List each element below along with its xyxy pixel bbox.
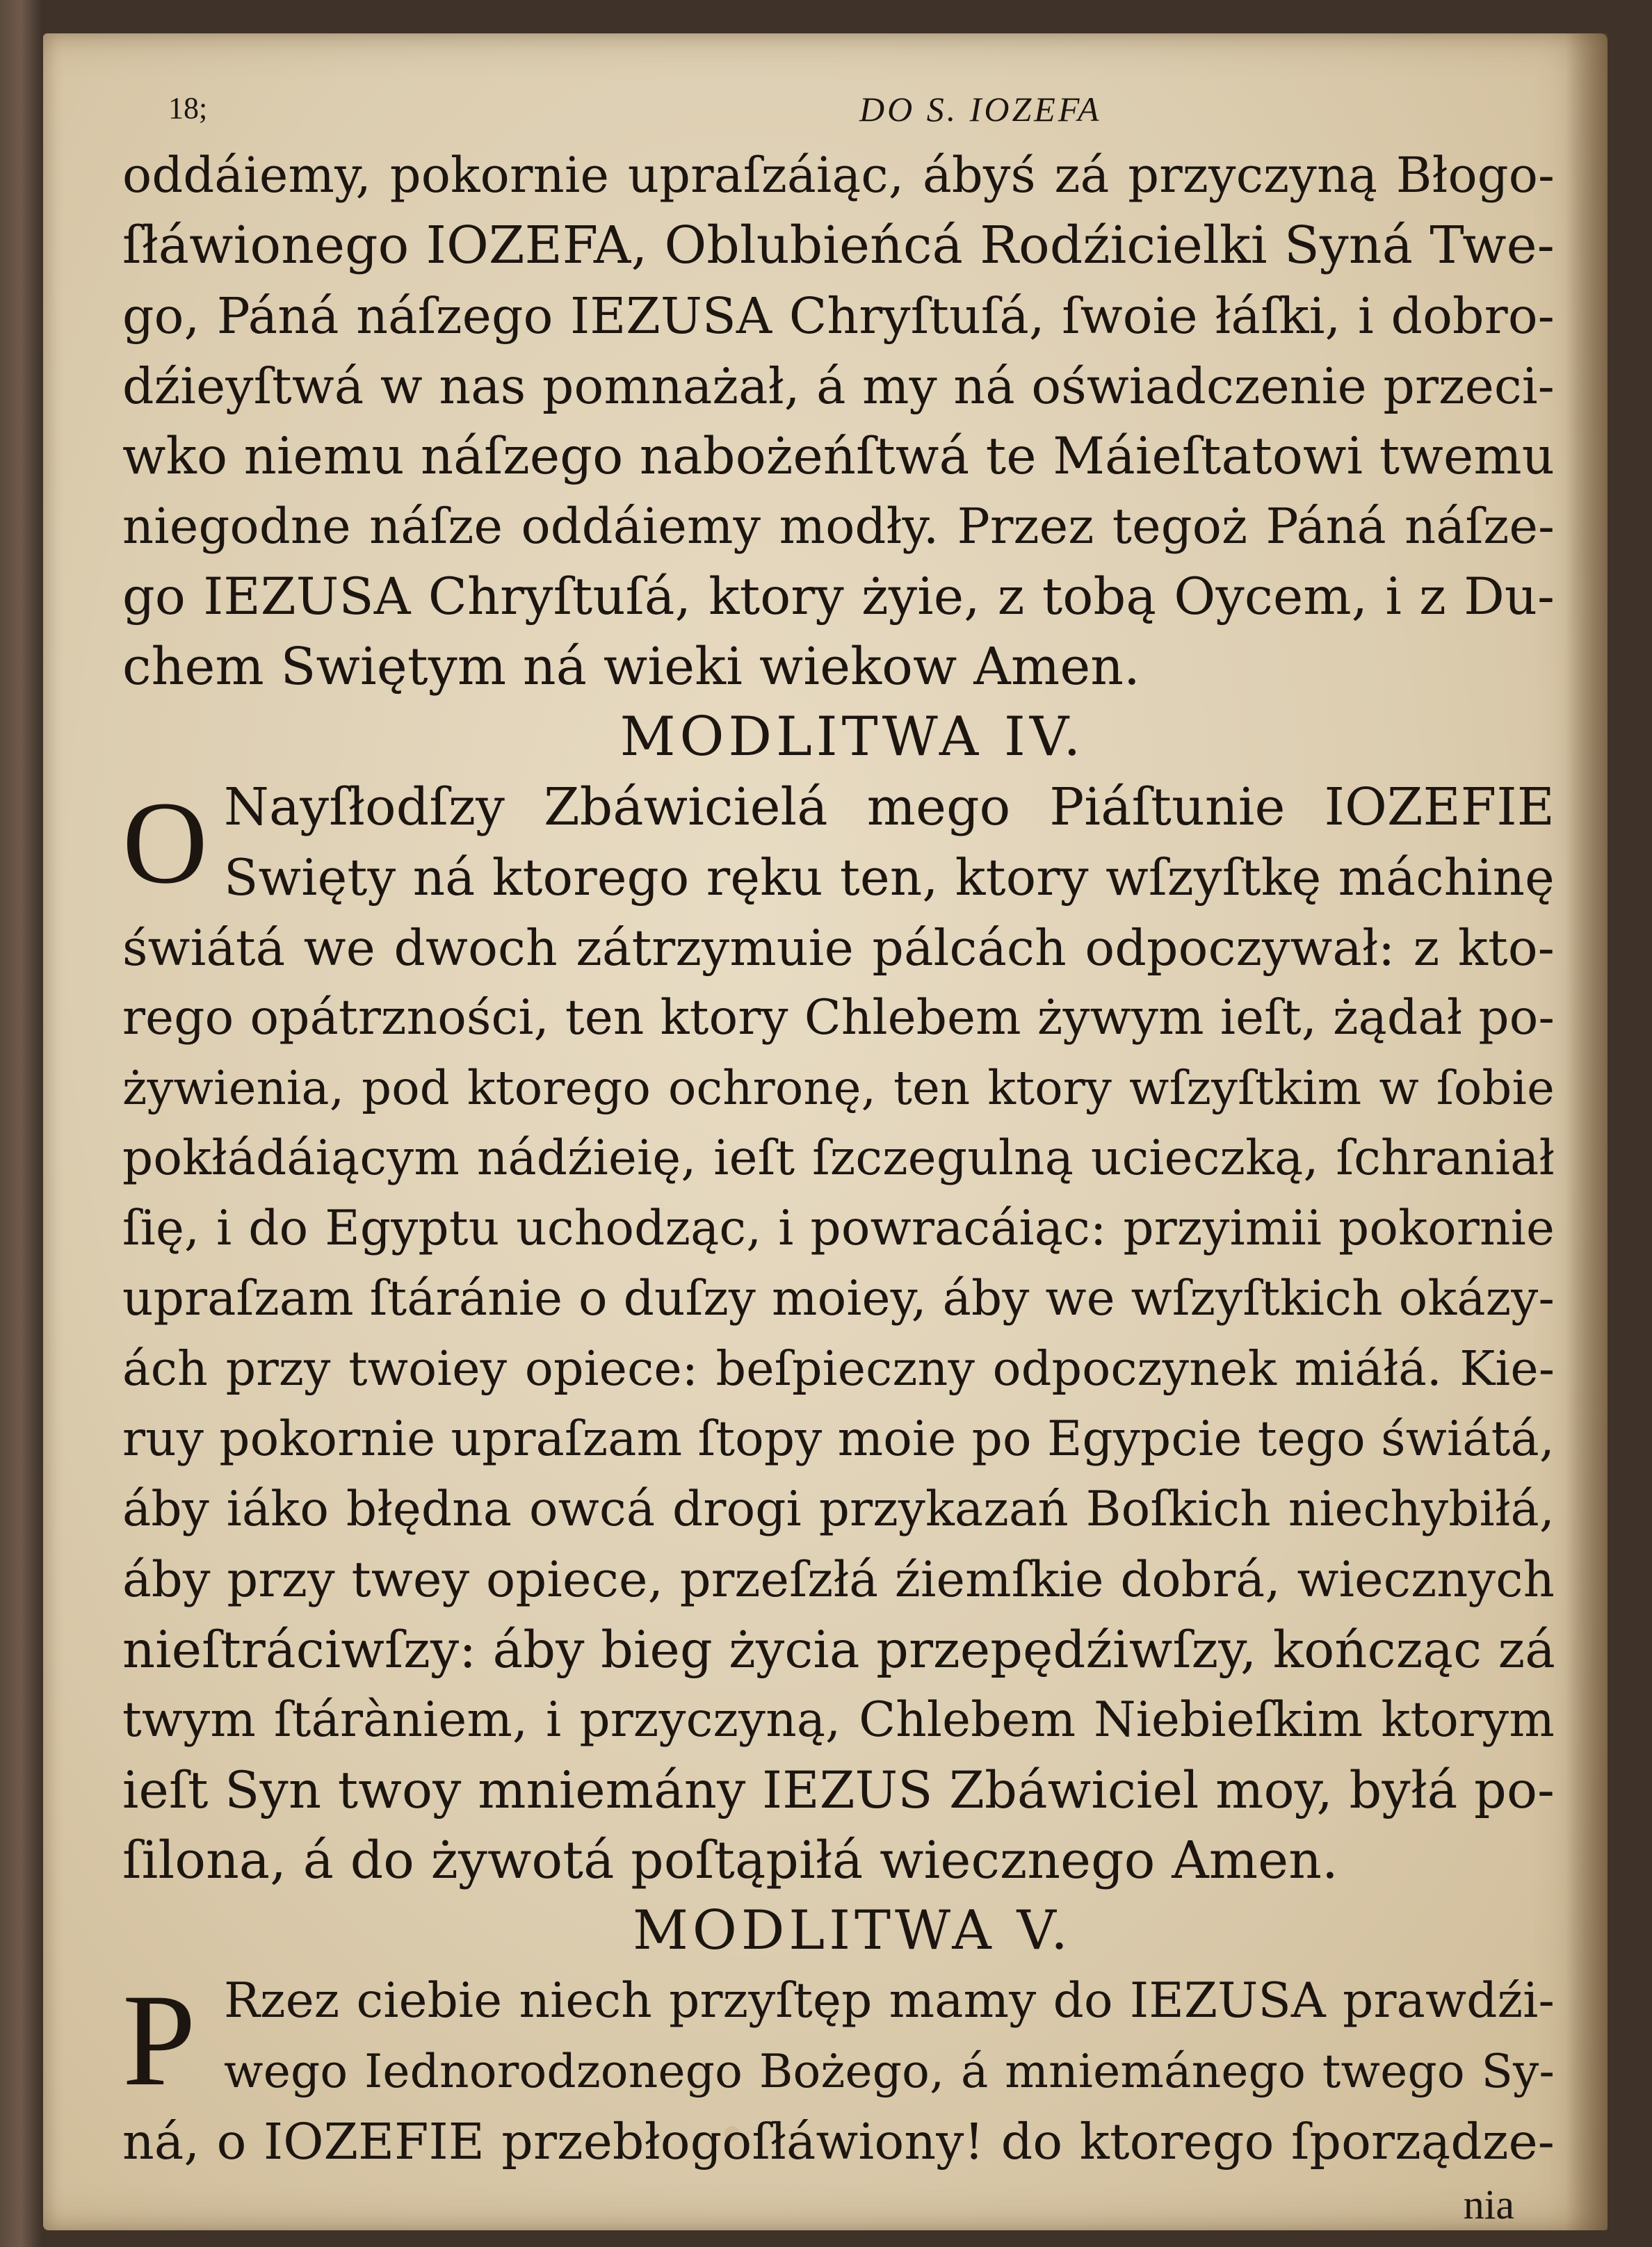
text-line: ná, o IOZEFIE przebłogoſłáwiony! do ktorego ſporządze- [122, 2113, 1555, 2171]
text-line: Swięty ná ktorego ręku ten, ktory wſzyſtkę máchinę [224, 848, 1555, 907]
text-line: ſłáwionego IOZEFA, Oblubieńcá Rodźicielki Syná Twe- [122, 216, 1555, 275]
text-line: ruy pokornie upraſzam ſtopy moie po Egypcie tego świátá, [122, 1411, 1555, 1467]
text-line: świátá we dwoch zátrzymuie pálcách odpoczywał: z kto- [122, 919, 1555, 977]
section-heading: MODLITWA V. [633, 1899, 1072, 1962]
text-line: twym ſtáràniem, i przyczyną, Chlebem Niebieſkim ktorym [122, 1692, 1555, 1748]
text-line: pokłádáiącym nádźieię, ieſt ſzczegulną ucieczką, ſchraniał [122, 1130, 1555, 1186]
text-line: go IEZUSA Chryſtuſá, ktory żyie, z tobą Oycem, i z Du- [122, 567, 1555, 626]
text-line: rego opátrzności, ten ktory Chlebem żywym ieſt, żądał po- [122, 990, 1555, 1046]
paragraph-2 [122, 772, 1555, 1896]
text-line: áby przy twey opiece, przeſzłá źiemſkie dobrá, wiecznych [122, 1551, 1555, 1608]
text-line: áby iáko błędna owcá drogi przykazań Boſkich niechybiłá, [122, 1482, 1555, 1537]
text-line: ách przy twoiey opiece: beſpieczny odpoczynek miáłá. Kie- [122, 1342, 1555, 1397]
page-number: 18; [168, 91, 208, 125]
page-header [122, 76, 1555, 140]
text-line: ſilona, á do żywotá poſtąpiłá wiecznego Amen. [122, 1831, 1338, 1890]
catchword: nia [1463, 2182, 1514, 2228]
text-line: ieſt Syn twoy mniemány IEZUS Zbáwiciel moy, byłá po- [122, 1761, 1555, 1820]
text-line: niegodne náſze oddáiemy modły. Przez tegoż Páná náſze- [122, 498, 1555, 555]
text-line: dźieyſtwá w nas pomnażał, á my ná oświadczenie przeci- [122, 357, 1555, 415]
paragraph-3 [122, 1966, 1555, 2177]
text-line: ſię, i do Egyptu uchodząc, i powracáiąc: przyimii pokornie [122, 1201, 1555, 1256]
drop-cap: P [122, 1968, 196, 2114]
running-head: DO S. IOZEFA [859, 90, 1102, 129]
text-line: Rzez ciebie niech przyſtęp mamy do IEZUSA prawdźi- [224, 1973, 1555, 2029]
text-line: chem Swiętym ná wieki wiekow Amen. [122, 637, 1140, 697]
section-heading: MODLITWA IV. [620, 706, 1085, 768]
text-line: nieſtráciwſzy: áby bieg życia przepędźiwſzy, kończąc zá [122, 1621, 1555, 1680]
text-line: go, Páná náſzego IEZUSA Chryſtuſá, ſwoie łáſki, i dobro- [122, 287, 1555, 345]
text-line: żywienia, pod ktorego ochronę, ten ktory wſzyſtkim w ſobie [122, 1061, 1555, 1115]
page-gutter-shadow [1566, 33, 1608, 2230]
page-text [122, 76, 1555, 2239]
drop-cap: O [122, 777, 208, 908]
text-line: oddáiemy, pokornie upraſzáiąc, ábyś zá przyczyną Błogo- [122, 147, 1555, 204]
text-line: upraſzam ſtáránie o duſzy moiey, áby we wſzyſtkich okázy- [122, 1271, 1555, 1327]
text-line: wego Iednorodzonego Bożego, á mniemánego twego Sy- [224, 2045, 1555, 2098]
catchword-row [122, 2177, 1555, 2239]
text-line: Nayſłodſzy Zbáwicielá mego Piáſtunie IOZEFIE [224, 777, 1555, 837]
paragraph-1 [122, 140, 1555, 702]
text-line: wko niemu náſzego nabożeńſtwá te Máieſtatowi twemu [122, 427, 1555, 486]
